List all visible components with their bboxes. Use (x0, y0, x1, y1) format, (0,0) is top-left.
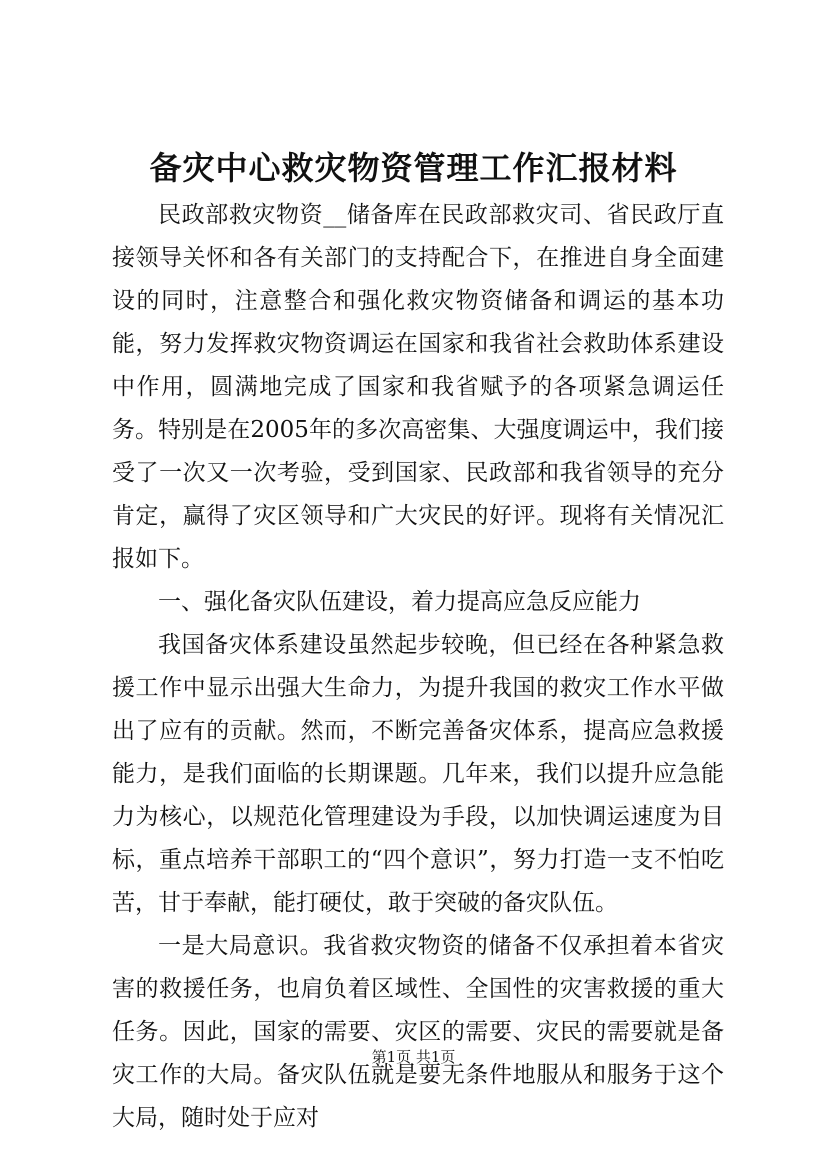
paragraph-section-heading: 一、强化备灾队伍建设，着力提高应急反应能力 (158, 589, 641, 615)
paragraph-team-building: 我国备灾体系建设虽然起步较晚，但已经在各种紧急救援工作中显示出强大生命力，为提升我国的救灾工作水平做出了应有的贡献。然而，不断完善备灾体系，提高应急救援能力，是我们面临的长期课题。几年来，我们以提升应急能力为核心，以规范化管理建设为手段，以加快调运速度为目标，重点培养干部职工的“四个意识”，努力打造一支不怕吃苦，甘于奉献，能打硬仗，敢于突破的备灾队伍。 (112, 632, 724, 916)
page-footer: 第1页 共1页 (371, 1048, 456, 1066)
paragraph-intro: 民政部救灾物资__储备库在民政部救灾司、省民政厅直接领导关怀和各有关部门的支持配合下，在推进自身全面建设的同时，注意整合和强化救灾物资储备和调运的基本功能，努力发挥救灾物资调运在国家和我省社会救助体系建设中作用，圆满地完成了国家和我省赋予的各项紧急调运任务。特别是在2005年的多次高密集、大强度调运中，我们接受了一次又一次考验，受到国家、民政部和我省领导的充分肯定，赢得了灾区领导和广大灾民的好评。现将有关情况汇报如下。 (112, 202, 724, 572)
document-title: 备灾中心救灾物资管理工作汇报材料 (149, 149, 678, 187)
document-body (112, 194, 724, 1140)
paragraph-overall-awareness: 一是大局意识。我省救灾物资的储备不仅承担着本省灾害的救援任务，也肩负着区域性、全国性的灾害救援的重大任务。因此，国家的需要、灾区的需要、灾民的需要就是备灾工作的大局。备灾队伍就是要无条件地服从和服务于这个大局，随时处于应对 (112, 933, 724, 1131)
